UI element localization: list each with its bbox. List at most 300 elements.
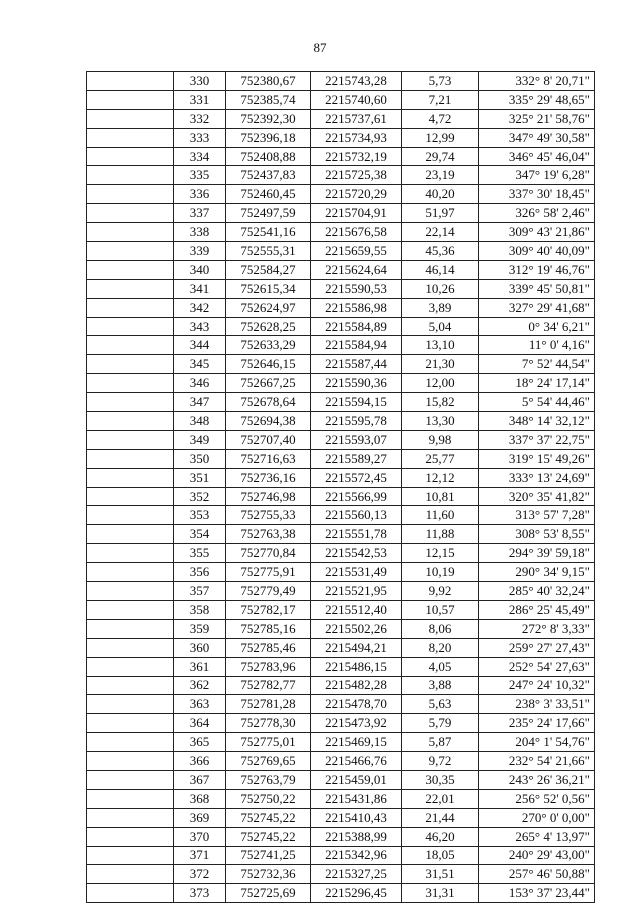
table-row	[87, 185, 595, 204]
segment-length-cell: 21,30	[402, 355, 479, 374]
y-coordinate-cell: 2215502,26	[311, 619, 402, 638]
x-coordinate-cell: 752408,88	[226, 147, 311, 166]
point-number-cell: 366	[174, 752, 226, 771]
direction-angle-cell: 243° 26' 36,21"	[479, 770, 595, 789]
point-number-cell: 348	[174, 412, 226, 431]
table-row	[87, 166, 595, 185]
blank-cell	[87, 147, 174, 166]
direction-angle-cell: 204° 1' 54,76"	[479, 733, 595, 752]
y-coordinate-cell: 2215720,29	[311, 185, 402, 204]
direction-angle-cell: 313° 57' 7,28"	[479, 506, 595, 525]
direction-angle-cell: 347° 19' 6,28"	[479, 166, 595, 185]
point-number-cell: 332	[174, 109, 226, 128]
y-coordinate-cell: 2215740,60	[311, 90, 402, 109]
segment-length-cell: 5,87	[402, 733, 479, 752]
blank-cell	[87, 846, 174, 865]
x-coordinate-cell: 752541,16	[226, 223, 311, 242]
y-coordinate-cell: 2215584,94	[311, 336, 402, 355]
y-coordinate-cell: 2215587,44	[311, 355, 402, 374]
direction-angle-cell: 348° 14' 32,12"	[479, 412, 595, 431]
x-coordinate-cell: 752746,98	[226, 487, 311, 506]
point-number-cell: 359	[174, 619, 226, 638]
blank-cell	[87, 525, 174, 544]
table-row	[87, 374, 595, 393]
x-coordinate-cell: 752745,22	[226, 827, 311, 846]
blank-cell	[87, 770, 174, 789]
x-coordinate-cell: 752667,25	[226, 374, 311, 393]
direction-angle-cell: 238° 3' 33,51"	[479, 695, 595, 714]
y-coordinate-cell: 2215560,13	[311, 506, 402, 525]
blank-cell	[87, 374, 174, 393]
y-coordinate-cell: 2215590,53	[311, 279, 402, 298]
x-coordinate-cell: 752755,33	[226, 506, 311, 525]
direction-angle-cell: 309° 43' 21,86"	[479, 223, 595, 242]
direction-angle-cell: 235° 24' 17,66"	[479, 714, 595, 733]
blank-cell	[87, 827, 174, 846]
blank-cell	[87, 242, 174, 261]
y-coordinate-cell: 2215725,38	[311, 166, 402, 185]
direction-angle-cell: 272° 8' 3,33"	[479, 619, 595, 638]
point-number-cell: 343	[174, 317, 226, 336]
table-row	[87, 109, 595, 128]
direction-angle-cell: 232° 54' 21,66"	[479, 752, 595, 771]
blank-cell	[87, 733, 174, 752]
segment-length-cell: 21,44	[402, 808, 479, 827]
y-coordinate-cell: 2215469,15	[311, 733, 402, 752]
blank-cell	[87, 695, 174, 714]
segment-length-cell: 40,20	[402, 185, 479, 204]
table-row	[87, 506, 595, 525]
table-row	[87, 204, 595, 223]
table-row	[87, 676, 595, 695]
point-number-cell: 346	[174, 374, 226, 393]
direction-angle-cell: 257° 46' 50,88"	[479, 865, 595, 884]
blank-cell	[87, 506, 174, 525]
point-number-cell: 337	[174, 204, 226, 223]
table-row	[87, 638, 595, 657]
direction-angle-cell: 339° 45' 50,81"	[479, 279, 595, 298]
point-number-cell: 349	[174, 430, 226, 449]
blank-cell	[87, 619, 174, 638]
x-coordinate-cell: 752741,25	[226, 846, 311, 865]
segment-length-cell: 29,74	[402, 147, 479, 166]
x-coordinate-cell: 752782,17	[226, 600, 311, 619]
y-coordinate-cell: 2215590,36	[311, 374, 402, 393]
point-number-cell: 369	[174, 808, 226, 827]
y-coordinate-cell: 2215595,78	[311, 412, 402, 431]
segment-length-cell: 9,98	[402, 430, 479, 449]
y-coordinate-cell: 2215659,55	[311, 242, 402, 261]
point-number-cell: 338	[174, 223, 226, 242]
table-row	[87, 714, 595, 733]
direction-angle-cell: 326° 58' 2,46"	[479, 204, 595, 223]
blank-cell	[87, 544, 174, 563]
point-number-cell: 355	[174, 544, 226, 563]
x-coordinate-cell: 752615,34	[226, 279, 311, 298]
segment-length-cell: 11,60	[402, 506, 479, 525]
table-row	[87, 412, 595, 431]
blank-cell	[87, 752, 174, 771]
table-row	[87, 582, 595, 601]
table-row	[87, 770, 595, 789]
table-row	[87, 827, 595, 846]
blank-cell	[87, 185, 174, 204]
table-row	[87, 884, 595, 903]
segment-length-cell: 12,99	[402, 128, 479, 147]
y-coordinate-cell: 2215566,99	[311, 487, 402, 506]
blank-cell	[87, 676, 174, 695]
table-row	[87, 789, 595, 808]
table-row	[87, 430, 595, 449]
direction-angle-cell: 333° 13' 24,69"	[479, 468, 595, 487]
blank-cell	[87, 109, 174, 128]
y-coordinate-cell: 2215551,78	[311, 525, 402, 544]
direction-angle-cell: 270° 0' 0,00"	[479, 808, 595, 827]
y-coordinate-cell: 2215521,95	[311, 582, 402, 601]
table-row	[87, 279, 595, 298]
blank-cell	[87, 449, 174, 468]
blank-cell	[87, 298, 174, 317]
table-row	[87, 393, 595, 412]
y-coordinate-cell: 2215296,45	[311, 884, 402, 903]
blank-cell	[87, 657, 174, 676]
x-coordinate-cell: 752646,15	[226, 355, 311, 374]
y-coordinate-cell: 2215459,01	[311, 770, 402, 789]
point-number-cell: 356	[174, 563, 226, 582]
direction-angle-cell: 7° 52' 44,54"	[479, 355, 595, 374]
y-coordinate-cell: 2215572,45	[311, 468, 402, 487]
y-coordinate-cell: 2215388,99	[311, 827, 402, 846]
x-coordinate-cell: 752624,97	[226, 298, 311, 317]
point-number-cell: 336	[174, 185, 226, 204]
y-coordinate-cell: 2215734,93	[311, 128, 402, 147]
y-coordinate-cell: 2215473,92	[311, 714, 402, 733]
y-coordinate-cell: 2215342,96	[311, 846, 402, 865]
table-row	[87, 600, 595, 619]
x-coordinate-cell: 752783,96	[226, 657, 311, 676]
direction-angle-cell: 240° 29' 43,00"	[479, 846, 595, 865]
direction-angle-cell: 325° 21' 58,76"	[479, 109, 595, 128]
x-coordinate-cell: 752778,30	[226, 714, 311, 733]
table-row	[87, 147, 595, 166]
blank-cell	[87, 393, 174, 412]
blank-cell	[87, 808, 174, 827]
point-number-cell: 330	[174, 72, 226, 91]
x-coordinate-cell: 752694,38	[226, 412, 311, 431]
y-coordinate-cell: 2215704,91	[311, 204, 402, 223]
segment-length-cell: 7,21	[402, 90, 479, 109]
blank-cell	[87, 884, 174, 903]
table-row	[87, 695, 595, 714]
point-number-cell: 370	[174, 827, 226, 846]
blank-cell	[87, 355, 174, 374]
x-coordinate-cell: 752750,22	[226, 789, 311, 808]
table-row	[87, 260, 595, 279]
segment-length-cell: 12,15	[402, 544, 479, 563]
point-number-cell: 360	[174, 638, 226, 657]
y-coordinate-cell: 2215482,28	[311, 676, 402, 695]
point-number-cell: 333	[174, 128, 226, 147]
x-coordinate-cell: 752380,67	[226, 72, 311, 91]
point-number-cell: 335	[174, 166, 226, 185]
x-coordinate-cell: 752633,29	[226, 336, 311, 355]
blank-cell	[87, 223, 174, 242]
page-number: 87	[313, 40, 327, 55]
point-number-cell: 357	[174, 582, 226, 601]
table-row	[87, 752, 595, 771]
segment-length-cell: 30,35	[402, 770, 479, 789]
direction-angle-cell: 259° 27' 27,43"	[479, 638, 595, 657]
y-coordinate-cell: 2215737,61	[311, 109, 402, 128]
segment-length-cell: 5,04	[402, 317, 479, 336]
segment-length-cell: 8,06	[402, 619, 479, 638]
x-coordinate-cell: 752584,27	[226, 260, 311, 279]
direction-angle-cell: 256° 52' 0,56"	[479, 789, 595, 808]
direction-angle-cell: 5° 54' 44,46"	[479, 393, 595, 412]
table-row	[87, 449, 595, 468]
point-number-cell: 362	[174, 676, 226, 695]
segment-length-cell: 11,88	[402, 525, 479, 544]
x-coordinate-cell: 752725,69	[226, 884, 311, 903]
segment-length-cell: 31,31	[402, 884, 479, 903]
direction-angle-cell: 347° 49' 30,58"	[479, 128, 595, 147]
y-coordinate-cell: 2215732,19	[311, 147, 402, 166]
segment-length-cell: 10,19	[402, 563, 479, 582]
table-row	[87, 355, 595, 374]
blank-cell	[87, 412, 174, 431]
segment-length-cell: 13,30	[402, 412, 479, 431]
table-row	[87, 846, 595, 865]
point-number-cell: 365	[174, 733, 226, 752]
table-row	[87, 487, 595, 506]
point-number-cell: 354	[174, 525, 226, 544]
segment-length-cell: 15,82	[402, 393, 479, 412]
segment-length-cell: 25,77	[402, 449, 479, 468]
table-row	[87, 242, 595, 261]
direction-angle-cell: 252° 54' 27,63"	[479, 657, 595, 676]
x-coordinate-cell: 752763,38	[226, 525, 311, 544]
blank-cell	[87, 336, 174, 355]
coordinates-table	[86, 71, 595, 903]
point-number-cell: 340	[174, 260, 226, 279]
segment-length-cell: 13,10	[402, 336, 479, 355]
x-coordinate-cell: 752775,91	[226, 563, 311, 582]
segment-length-cell: 10,81	[402, 487, 479, 506]
table-row	[87, 298, 595, 317]
direction-angle-cell: 247° 24' 10,32"	[479, 676, 595, 695]
direction-angle-cell: 286° 25' 45,49"	[479, 600, 595, 619]
segment-length-cell: 22,14	[402, 223, 479, 242]
y-coordinate-cell: 2215410,43	[311, 808, 402, 827]
blank-cell	[87, 468, 174, 487]
table-row	[87, 128, 595, 147]
table-row	[87, 72, 595, 91]
segment-length-cell: 4,05	[402, 657, 479, 676]
direction-angle-cell: 346° 45' 46,04"	[479, 147, 595, 166]
x-coordinate-cell: 752385,74	[226, 90, 311, 109]
y-coordinate-cell: 2215494,21	[311, 638, 402, 657]
y-coordinate-cell: 2215593,07	[311, 430, 402, 449]
blank-cell	[87, 72, 174, 91]
segment-length-cell: 10,57	[402, 600, 479, 619]
point-number-cell: 363	[174, 695, 226, 714]
x-coordinate-cell: 752396,18	[226, 128, 311, 147]
y-coordinate-cell: 2215743,28	[311, 72, 402, 91]
segment-length-cell: 46,14	[402, 260, 479, 279]
segment-length-cell: 10,26	[402, 279, 479, 298]
y-coordinate-cell: 2215624,64	[311, 260, 402, 279]
point-number-cell: 361	[174, 657, 226, 676]
segment-length-cell: 9,72	[402, 752, 479, 771]
point-number-cell: 367	[174, 770, 226, 789]
y-coordinate-cell: 2215512,40	[311, 600, 402, 619]
blank-cell	[87, 166, 174, 185]
table-row	[87, 336, 595, 355]
segment-length-cell: 31,51	[402, 865, 479, 884]
direction-angle-cell: 11° 0' 4,16"	[479, 336, 595, 355]
table-row	[87, 733, 595, 752]
point-number-cell: 342	[174, 298, 226, 317]
blank-cell	[87, 789, 174, 808]
point-number-cell: 341	[174, 279, 226, 298]
direction-angle-cell: 332° 8' 20,71"	[479, 72, 595, 91]
segment-length-cell: 22,01	[402, 789, 479, 808]
point-number-cell: 364	[174, 714, 226, 733]
direction-angle-cell: 337° 37' 22,75"	[479, 430, 595, 449]
x-coordinate-cell: 752782,77	[226, 676, 311, 695]
direction-angle-cell: 265° 4' 13,97"	[479, 827, 595, 846]
table-row	[87, 525, 595, 544]
blank-cell	[87, 865, 174, 884]
segment-length-cell: 4,72	[402, 109, 479, 128]
x-coordinate-cell: 752707,40	[226, 430, 311, 449]
segment-length-cell: 3,89	[402, 298, 479, 317]
segment-length-cell: 3,88	[402, 676, 479, 695]
point-number-cell: 347	[174, 393, 226, 412]
direction-angle-cell: 294° 39' 59,18"	[479, 544, 595, 563]
segment-length-cell: 51,97	[402, 204, 479, 223]
y-coordinate-cell: 2215594,15	[311, 393, 402, 412]
blank-cell	[87, 279, 174, 298]
direction-angle-cell: 18° 24' 17,14"	[479, 374, 595, 393]
table-row	[87, 563, 595, 582]
x-coordinate-cell: 752437,83	[226, 166, 311, 185]
point-number-cell: 339	[174, 242, 226, 261]
segment-length-cell: 12,00	[402, 374, 479, 393]
direction-angle-cell: 320° 35' 41,82"	[479, 487, 595, 506]
x-coordinate-cell: 752763,79	[226, 770, 311, 789]
point-number-cell: 371	[174, 846, 226, 865]
direction-angle-cell: 0° 34' 6,21"	[479, 317, 595, 336]
x-coordinate-cell: 752736,16	[226, 468, 311, 487]
x-coordinate-cell: 752769,65	[226, 752, 311, 771]
table-row	[87, 317, 595, 336]
table-row	[87, 544, 595, 563]
point-number-cell: 345	[174, 355, 226, 374]
y-coordinate-cell: 2215327,25	[311, 865, 402, 884]
direction-angle-cell: 308° 53' 8,55"	[479, 525, 595, 544]
segment-length-cell: 45,36	[402, 242, 479, 261]
point-number-cell: 352	[174, 487, 226, 506]
table-row	[87, 223, 595, 242]
x-coordinate-cell: 752497,59	[226, 204, 311, 223]
direction-angle-cell: 290° 34' 9,15"	[479, 563, 595, 582]
segment-length-cell: 5,73	[402, 72, 479, 91]
y-coordinate-cell: 2215676,58	[311, 223, 402, 242]
y-coordinate-cell: 2215542,53	[311, 544, 402, 563]
point-number-cell: 351	[174, 468, 226, 487]
segment-length-cell: 9,92	[402, 582, 479, 601]
segment-length-cell: 18,05	[402, 846, 479, 865]
x-coordinate-cell: 752785,16	[226, 619, 311, 638]
y-coordinate-cell: 2215486,15	[311, 657, 402, 676]
blank-cell	[87, 600, 174, 619]
direction-angle-cell: 327° 29' 41,68"	[479, 298, 595, 317]
y-coordinate-cell: 2215586,98	[311, 298, 402, 317]
direction-angle-cell: 153° 37' 23,44"	[479, 884, 595, 903]
blank-cell	[87, 128, 174, 147]
point-number-cell: 353	[174, 506, 226, 525]
table-row	[87, 468, 595, 487]
x-coordinate-cell: 752628,25	[226, 317, 311, 336]
x-coordinate-cell: 752785,46	[226, 638, 311, 657]
point-number-cell: 372	[174, 865, 226, 884]
y-coordinate-cell: 2215584,89	[311, 317, 402, 336]
point-number-cell: 368	[174, 789, 226, 808]
segment-length-cell: 23,19	[402, 166, 479, 185]
point-number-cell: 350	[174, 449, 226, 468]
point-number-cell: 334	[174, 147, 226, 166]
segment-length-cell: 5,79	[402, 714, 479, 733]
blank-cell	[87, 430, 174, 449]
y-coordinate-cell: 2215466,76	[311, 752, 402, 771]
x-coordinate-cell: 752745,22	[226, 808, 311, 827]
blank-cell	[87, 260, 174, 279]
table-row	[87, 90, 595, 109]
y-coordinate-cell: 2215531,49	[311, 563, 402, 582]
x-coordinate-cell: 752775,01	[226, 733, 311, 752]
direction-angle-cell: 285° 40' 32,24"	[479, 582, 595, 601]
direction-angle-cell: 312° 19' 46,76"	[479, 260, 595, 279]
point-number-cell: 344	[174, 336, 226, 355]
direction-angle-cell: 319° 15' 49,26"	[479, 449, 595, 468]
coordinates-table-body	[87, 72, 595, 903]
x-coordinate-cell: 752781,28	[226, 695, 311, 714]
blank-cell	[87, 638, 174, 657]
x-coordinate-cell: 752779,49	[226, 582, 311, 601]
blank-cell	[87, 563, 174, 582]
table-row	[87, 808, 595, 827]
segment-length-cell: 5,63	[402, 695, 479, 714]
point-number-cell: 358	[174, 600, 226, 619]
point-number-cell: 373	[174, 884, 226, 903]
y-coordinate-cell: 2215589,27	[311, 449, 402, 468]
segment-length-cell: 12,12	[402, 468, 479, 487]
x-coordinate-cell: 752555,31	[226, 242, 311, 261]
y-coordinate-cell: 2215431,86	[311, 789, 402, 808]
blank-cell	[87, 90, 174, 109]
direction-angle-cell: 335° 29' 48,65"	[479, 90, 595, 109]
x-coordinate-cell: 752770,84	[226, 544, 311, 563]
segment-length-cell: 46,20	[402, 827, 479, 846]
x-coordinate-cell: 752392,30	[226, 109, 311, 128]
table-row	[87, 657, 595, 676]
x-coordinate-cell: 752460,45	[226, 185, 311, 204]
blank-cell	[87, 714, 174, 733]
blank-cell	[87, 317, 174, 336]
point-number-cell: 331	[174, 90, 226, 109]
blank-cell	[87, 487, 174, 506]
